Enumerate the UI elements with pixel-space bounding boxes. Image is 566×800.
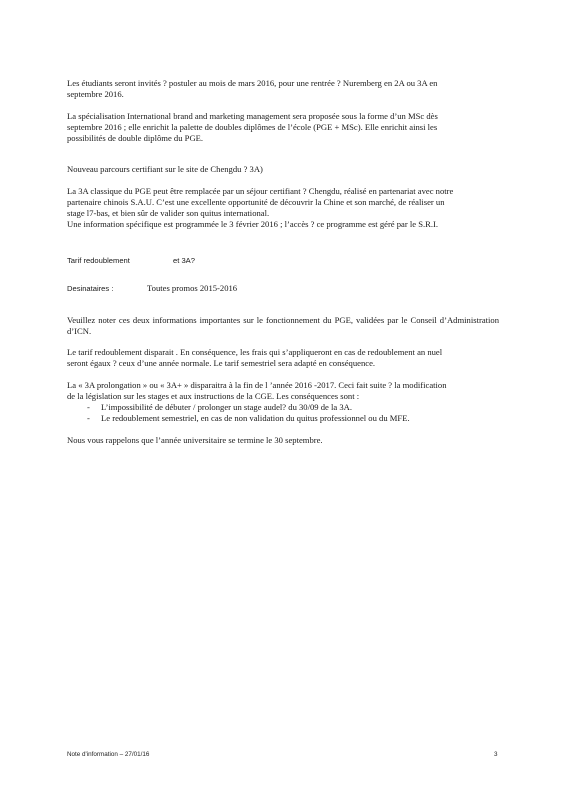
bullet-item-1: L’impossibilité de débuter / prolonger un stage audel? du 30/09 de la 3A. <box>101 402 352 412</box>
paragraph-3-line-4: Une information spécifique est programmée le 3 février 2016 ; l’accès ? ce programme est géré par le S.R.I. <box>67 219 439 229</box>
paragraph-3-line-1: La 3A classique du PGE peut être remplacée par un séjour certifiant ? Chengdu, réalisé en partenariat avec notre <box>67 186 454 196</box>
paragraph-5-line-2: seront égaux ? ceux d’une année normale. Le tarif semestriel sera adapté en conséquence. <box>67 358 376 368</box>
subject-label: Tarif redoublement <box>67 256 130 265</box>
paragraph-1-line-2: septembre 2016. <box>67 89 124 99</box>
paragraph-4: Veuillez noter ces deux informations importantes sur le fonctionnement du PGE, validées par le Conseil d’Administration d’ICN. <box>67 315 499 336</box>
paragraph-2-line-2: septembre 2016 ; elle enrichit la palette de doubles diplômes de l’école (PGE + MSc). Elle enrichit ainsi les <box>67 122 438 132</box>
bullet-item-2: Le redoublement semestriel, en cas de non validation du quitus professionnel ou du MFE. <box>101 413 410 423</box>
bullet-marker: - <box>87 402 90 412</box>
footer-note: Note d'information – 27/01/16 <box>67 751 150 758</box>
section-heading-chengdu: Nouveau parcours certifiant sur le site de Chengdu ? 3A) <box>67 164 263 174</box>
paragraph-5-line-1: Le tarif redoublement disparait . En conséquence, les frais qui s’appliqueront en cas de redoublement an nuel <box>67 347 443 357</box>
recipients-label: Desinataires : <box>67 284 114 293</box>
paragraph-3-line-3: stage l7-bas, et bien sûr de valider son quitus international. <box>67 208 270 218</box>
page-number: 3 <box>494 751 498 758</box>
subject-label-suffix: et 3A? <box>173 256 195 265</box>
paragraph-7: Nous vous rappelons que l’année universitaire se termine le 30 septembre. <box>67 435 323 445</box>
paragraph-1-line-1: Les étudiants seront invités ? postuler au mois de mars 2016, pour une rentrée ? Nuremberg en 2A ou 3A en <box>67 78 438 88</box>
paragraph-6-line-1: La « 3A prolongation » ou « 3A+ » disparaitra à la fin de l ’année 2016 -2017. Ceci fait suite ? la modification <box>67 380 447 390</box>
recipients-value: Toutes promos 2015-2016 <box>147 283 238 293</box>
bullet-marker: - <box>87 413 90 423</box>
paragraph-2-line-3: possibilités de double diplôme du PGE. <box>67 133 204 143</box>
paragraph-2-line-1: La spécialisation International brand and marketing management sera proposée sous la forme d’un MSc dès <box>67 111 438 121</box>
paragraph-6-line-2: de la législation sur les stages et aux instructions de la CGE. Les conséquences sont : <box>67 391 360 401</box>
paragraph-3-line-2: partenaire chinois S.A.U. C’est une excellente opportunité de découvrir la Chine et son marché, de réaliser un <box>67 197 445 207</box>
